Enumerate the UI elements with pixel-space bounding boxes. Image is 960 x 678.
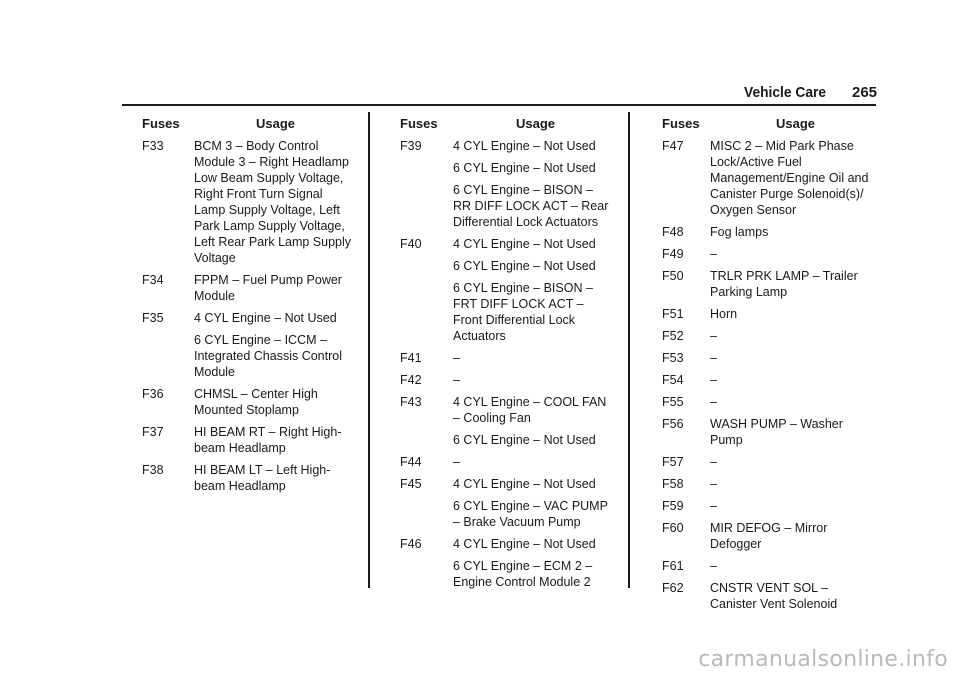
fuse-id: F54 bbox=[662, 373, 684, 387]
fuse-column-2 bbox=[400, 116, 618, 596]
fuse-row bbox=[400, 236, 618, 344]
fuse-row bbox=[400, 476, 618, 530]
fuse-usage: TRLR PRK LAMP – Trailer Parking Lamp bbox=[710, 269, 858, 299]
fuse-id: F55 bbox=[662, 395, 684, 409]
fuse-id: F62 bbox=[662, 581, 684, 595]
fuse-id: F59 bbox=[662, 499, 684, 513]
fuse-id: F56 bbox=[662, 417, 684, 431]
fuse-usage: 6 CYL Engine – BISON – RR DIFF LOCK ACT – Rear Differential Lock Actuators bbox=[453, 183, 609, 229]
fuse-usage: – bbox=[710, 247, 717, 261]
fuse-row bbox=[662, 454, 880, 470]
usage-heading: Usage bbox=[256, 116, 296, 131]
fuse-usage: Fog lamps bbox=[710, 225, 769, 239]
fuse-usage: MISC 2 – Mid Park Phase Lock/Active Fuel Management/Engine Oil and Canister Purge Solenoid(s)/ Oxygen Sensor bbox=[710, 139, 869, 217]
fuse-row bbox=[142, 462, 360, 494]
fuses-heading: Fuses bbox=[400, 116, 438, 131]
fuse-row bbox=[662, 328, 880, 344]
fuse-usage: WASH PUMP – Washer Pump bbox=[710, 417, 843, 447]
fuse-usage: – bbox=[710, 499, 717, 513]
fuse-usage: 6 CYL Engine – ECM 2 – Engine Control Module 2 bbox=[453, 559, 593, 589]
fuse-usage: HI BEAM RT – Right High-beam Headlamp bbox=[194, 425, 342, 455]
fuse-row bbox=[142, 138, 360, 266]
fuse-rows bbox=[400, 138, 618, 590]
fuse-usage: – bbox=[710, 351, 717, 365]
fuse-row bbox=[400, 138, 618, 230]
fuse-column-1 bbox=[142, 116, 360, 500]
fuse-id: F47 bbox=[662, 139, 684, 153]
usage-heading: Usage bbox=[776, 116, 816, 131]
page-number: 265 bbox=[852, 84, 878, 101]
fuse-usage: – bbox=[710, 455, 717, 469]
fuse-row bbox=[400, 536, 618, 590]
fuse-usage: 6 CYL Engine – Not Used bbox=[453, 259, 596, 273]
fuse-usage: 6 CYL Engine – Not Used bbox=[453, 433, 596, 447]
fuse-usage: 4 CYL Engine – Not Used bbox=[453, 477, 596, 491]
fuse-id: F46 bbox=[400, 537, 422, 551]
fuse-usage: CNSTR VENT SOL – Canister Vent Solenoid bbox=[710, 581, 838, 611]
fuse-id: F38 bbox=[142, 463, 164, 477]
fuse-usage: – bbox=[453, 351, 460, 365]
fuse-id: F52 bbox=[662, 329, 684, 343]
fuse-id: F61 bbox=[662, 559, 684, 573]
fuse-id: F37 bbox=[142, 425, 164, 439]
fuse-id: F33 bbox=[142, 139, 164, 153]
column-header bbox=[662, 116, 880, 136]
fuse-usage: CHMSL – Center High Mounted Stoplamp bbox=[194, 387, 318, 417]
fuses-heading: Fuses bbox=[142, 116, 180, 131]
fuse-id: F43 bbox=[400, 395, 422, 409]
fuse-row bbox=[662, 372, 880, 388]
fuse-id: F60 bbox=[662, 521, 684, 535]
fuse-row bbox=[662, 138, 880, 218]
fuse-usage: 6 CYL Engine – Not Used bbox=[453, 161, 596, 175]
fuse-column-3 bbox=[662, 116, 880, 618]
fuse-id: F40 bbox=[400, 237, 422, 251]
fuse-row bbox=[662, 394, 880, 410]
fuse-id: F50 bbox=[662, 269, 684, 283]
fuse-row bbox=[142, 310, 360, 380]
fuse-usage: 6 CYL Engine – BISON – FRT DIFF LOCK ACT – Front Differential Lock Actuators bbox=[453, 281, 593, 343]
fuse-rows bbox=[142, 138, 360, 494]
fuse-row bbox=[662, 558, 880, 574]
fuse-row bbox=[662, 350, 880, 366]
fuse-row bbox=[142, 272, 360, 304]
fuse-row bbox=[662, 224, 880, 240]
fuse-id: F39 bbox=[400, 139, 422, 153]
watermark: carmanualsonline.info bbox=[698, 647, 948, 672]
fuse-usage: – bbox=[453, 455, 460, 469]
header-rule bbox=[122, 104, 876, 106]
fuse-row bbox=[400, 454, 618, 470]
usage-heading: Usage bbox=[516, 116, 556, 131]
fuse-id: F48 bbox=[662, 225, 684, 239]
page-header bbox=[0, 0, 960, 110]
fuse-row bbox=[142, 386, 360, 418]
fuse-row bbox=[400, 350, 618, 366]
fuses-heading: Fuses bbox=[662, 116, 700, 131]
fuse-usage: HI BEAM LT – Left High-beam Headlamp bbox=[194, 463, 331, 493]
fuse-usage: BCM 3 – Body Control Module 3 – Right Headlamp Low Beam Supply Voltage, Right Front Turn Signal Lamp Supply Voltage, Left Park Lamp Supply Voltage, Left Rear Park Lamp Supply Voltage bbox=[194, 139, 352, 265]
fuse-row bbox=[662, 306, 880, 322]
section-title: Vehicle Care bbox=[744, 84, 827, 101]
fuse-usage: 6 CYL Engine – ICCM – Integrated Chassis Control Module bbox=[194, 333, 342, 379]
column-header bbox=[142, 116, 360, 136]
fuse-usage: – bbox=[710, 329, 717, 343]
fuse-row bbox=[662, 268, 880, 300]
fuse-usage: – bbox=[710, 395, 717, 409]
fuse-row bbox=[142, 424, 360, 456]
fuse-usage: – bbox=[710, 373, 717, 387]
fuse-row bbox=[662, 520, 880, 552]
fuse-row bbox=[662, 498, 880, 514]
fuse-usage: FPPM – Fuel Pump Power Module bbox=[194, 273, 342, 303]
fuse-id: F51 bbox=[662, 307, 684, 321]
fuse-id: F36 bbox=[142, 387, 164, 401]
fuse-row bbox=[400, 394, 618, 448]
fuse-row bbox=[662, 580, 880, 612]
column-header bbox=[400, 116, 618, 136]
fuse-id: F45 bbox=[400, 477, 422, 491]
column-divider bbox=[368, 112, 370, 588]
fuse-usage: 6 CYL Engine – VAC PUMP – Brake Vacuum Pump bbox=[453, 499, 608, 529]
fuse-usage: – bbox=[710, 477, 717, 491]
fuse-usage: – bbox=[710, 559, 717, 573]
fuse-id: F42 bbox=[400, 373, 422, 387]
fuse-row bbox=[662, 416, 880, 448]
fuse-id: F57 bbox=[662, 455, 684, 469]
column-divider bbox=[628, 112, 630, 588]
fuse-usage: – bbox=[453, 373, 460, 387]
fuse-id: F34 bbox=[142, 273, 164, 287]
fuse-id: F49 bbox=[662, 247, 684, 261]
fuse-id: F41 bbox=[400, 351, 422, 365]
fuse-id: F53 bbox=[662, 351, 684, 365]
fuse-usage: Horn bbox=[710, 307, 738, 321]
fuse-id: F44 bbox=[400, 455, 422, 469]
fuse-usage: 4 CYL Engine – COOL FAN – Cooling Fan bbox=[453, 395, 607, 425]
fuse-id: F58 bbox=[662, 477, 684, 491]
fuse-usage: 4 CYL Engine – Not Used bbox=[194, 311, 337, 325]
fuse-id: F35 bbox=[142, 311, 164, 325]
fuse-row bbox=[662, 246, 880, 262]
fuse-row bbox=[662, 476, 880, 492]
fuse-usage: 4 CYL Engine – Not Used bbox=[453, 237, 596, 251]
fuse-usage: 4 CYL Engine – Not Used bbox=[453, 139, 596, 153]
fuse-usage: MIR DEFOG – Mirror Defogger bbox=[710, 521, 828, 551]
fuse-rows bbox=[662, 138, 880, 612]
fuse-usage: 4 CYL Engine – Not Used bbox=[453, 537, 596, 551]
fuse-row bbox=[400, 372, 618, 388]
